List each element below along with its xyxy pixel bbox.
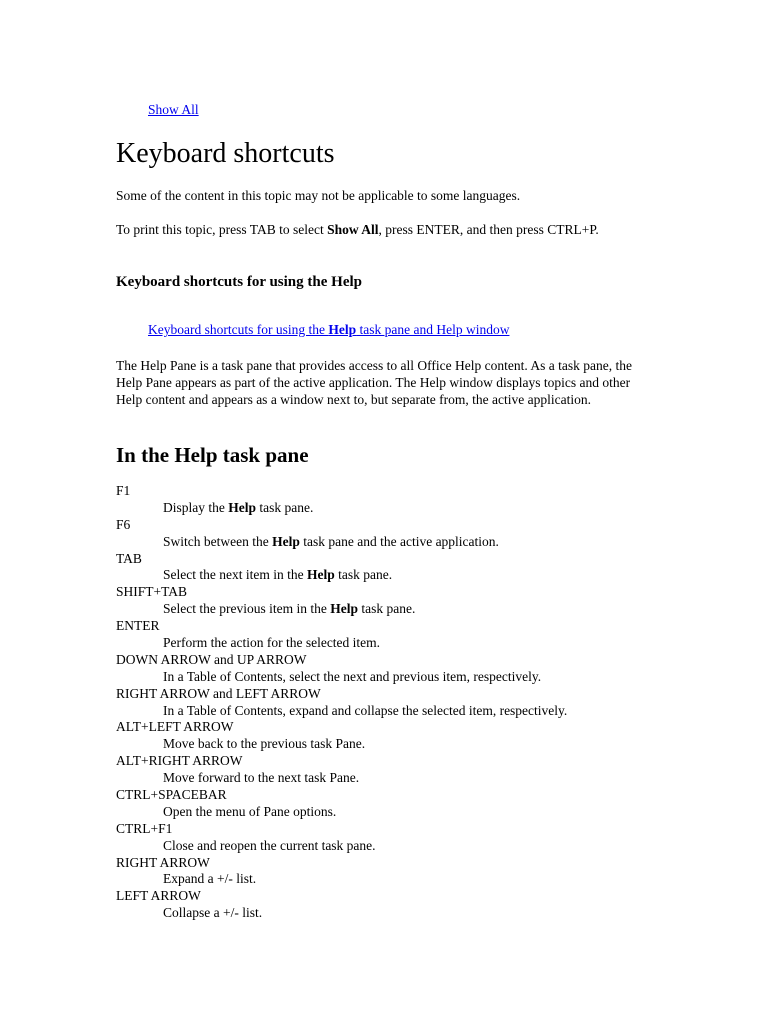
shortcut-desc-bold: Help <box>272 533 300 549</box>
toc-link-text-before: Keyboard shortcuts for using the <box>148 322 329 337</box>
shortcut-desc-text: Open the menu of Pane options. <box>163 803 337 819</box>
shortcut-desc-text-after: task pane. <box>357 601 416 617</box>
shortcut-key: LEFT ARROW <box>116 888 201 904</box>
intro-paragraph: Some of the content in this topic may not be applicable to some languages. <box>116 188 521 203</box>
shortcut-description <box>163 838 676 855</box>
shortcut-desc-text: Perform the action for the selected item. <box>163 635 381 651</box>
print-note-show-all-bold: Show All <box>327 222 379 237</box>
shortcut-description <box>163 500 676 517</box>
shortcut-description <box>163 736 676 753</box>
shortcut-description <box>163 669 676 686</box>
shortcut-description <box>163 905 676 922</box>
print-note-text-before: To print this topic, press TAB to select <box>116 222 328 237</box>
shortcut-desc-text: Select the previous item in the <box>163 601 331 617</box>
shortcut-key: SHIFT+TAB <box>116 584 188 600</box>
shortcut-desc-bold: Help <box>228 499 257 515</box>
shortcut-desc-text: Select the next item in the <box>163 567 307 583</box>
shortcut-key: F1 <box>116 483 131 498</box>
shortcut-desc-text-after: task pane. <box>256 499 314 515</box>
shortcut-desc-text: In a Table of Contents, expand and collapse the selected item, respectively. <box>163 702 568 718</box>
shortcut-key: RIGHT ARROW <box>116 854 210 870</box>
help-shortcuts-subheading: Keyboard shortcuts for using the Help <box>116 274 362 290</box>
shortcut-description <box>163 804 676 821</box>
shortcut-key: TAB <box>116 550 142 566</box>
shortcut-description <box>163 534 676 551</box>
shortcut-description <box>163 601 676 618</box>
shortcut-desc-text: Close and reopen the current task pane. <box>163 837 376 853</box>
shortcut-desc-bold: Help <box>330 601 358 617</box>
shortcut-key: RIGHT ARROW and LEFT ARROW <box>116 685 321 701</box>
show-all-link[interactable]: Show All <box>148 102 199 117</box>
toc-link-text-after: task pane and Help window <box>356 322 510 337</box>
shortcut-key: ALT+RIGHT ARROW <box>116 753 243 769</box>
shortcut-key: ALT+LEFT ARROW <box>116 719 234 735</box>
print-note-text-after: , press ENTER, and then press CTRL+P. <box>378 222 599 237</box>
shortcut-key: DOWN ARROW and UP ARROW <box>116 651 307 667</box>
shortcut-description <box>163 635 676 652</box>
page-title: Keyboard shortcuts <box>116 138 335 169</box>
shortcut-description <box>163 770 676 787</box>
shortcut-description <box>163 567 676 584</box>
shortcut-desc-text: Move back to the previous task Pane. <box>163 736 366 752</box>
shortcut-key: F6 <box>116 516 131 532</box>
shortcut-desc-text: In a Table of Contents, select the next and previous item, respectively. <box>163 668 542 684</box>
toc-link-text-bold: Help <box>328 322 357 337</box>
shortcut-desc-text-after: task pane. <box>334 567 393 583</box>
shortcut-desc-text: Collapse a +/- list. <box>163 905 263 921</box>
shortcut-desc-bold: Help <box>306 567 335 583</box>
help-pane-description: The Help Pane is a task pane that provides access to all Office Help content. As a task pane, the Help Pane appears as part of the active application. The Help window displays topics and other Help content and appears as a window next to, but separate from, the active application. <box>116 358 632 407</box>
shortcut-desc-text: Expand a +/- list. <box>163 871 257 887</box>
toc-link-help-task-pane[interactable] <box>148 322 509 338</box>
print-note-paragraph <box>116 221 616 238</box>
shortcut-key: CTRL+F1 <box>116 820 173 836</box>
shortcut-key: ENTER <box>116 618 160 634</box>
shortcut-desc-text: Switch between the <box>163 533 273 549</box>
shortcut-list <box>116 483 676 922</box>
shortcut-description <box>163 871 676 888</box>
shortcut-desc-text: Move forward to the next task Pane. <box>163 770 360 786</box>
section-title: In the Help task pane <box>116 443 309 467</box>
shortcut-desc-text: Display the <box>163 499 229 515</box>
shortcut-desc-text-after: task pane and the active application. <box>299 533 499 549</box>
shortcut-description <box>163 703 676 720</box>
shortcut-key: CTRL+SPACEBAR <box>116 787 227 803</box>
